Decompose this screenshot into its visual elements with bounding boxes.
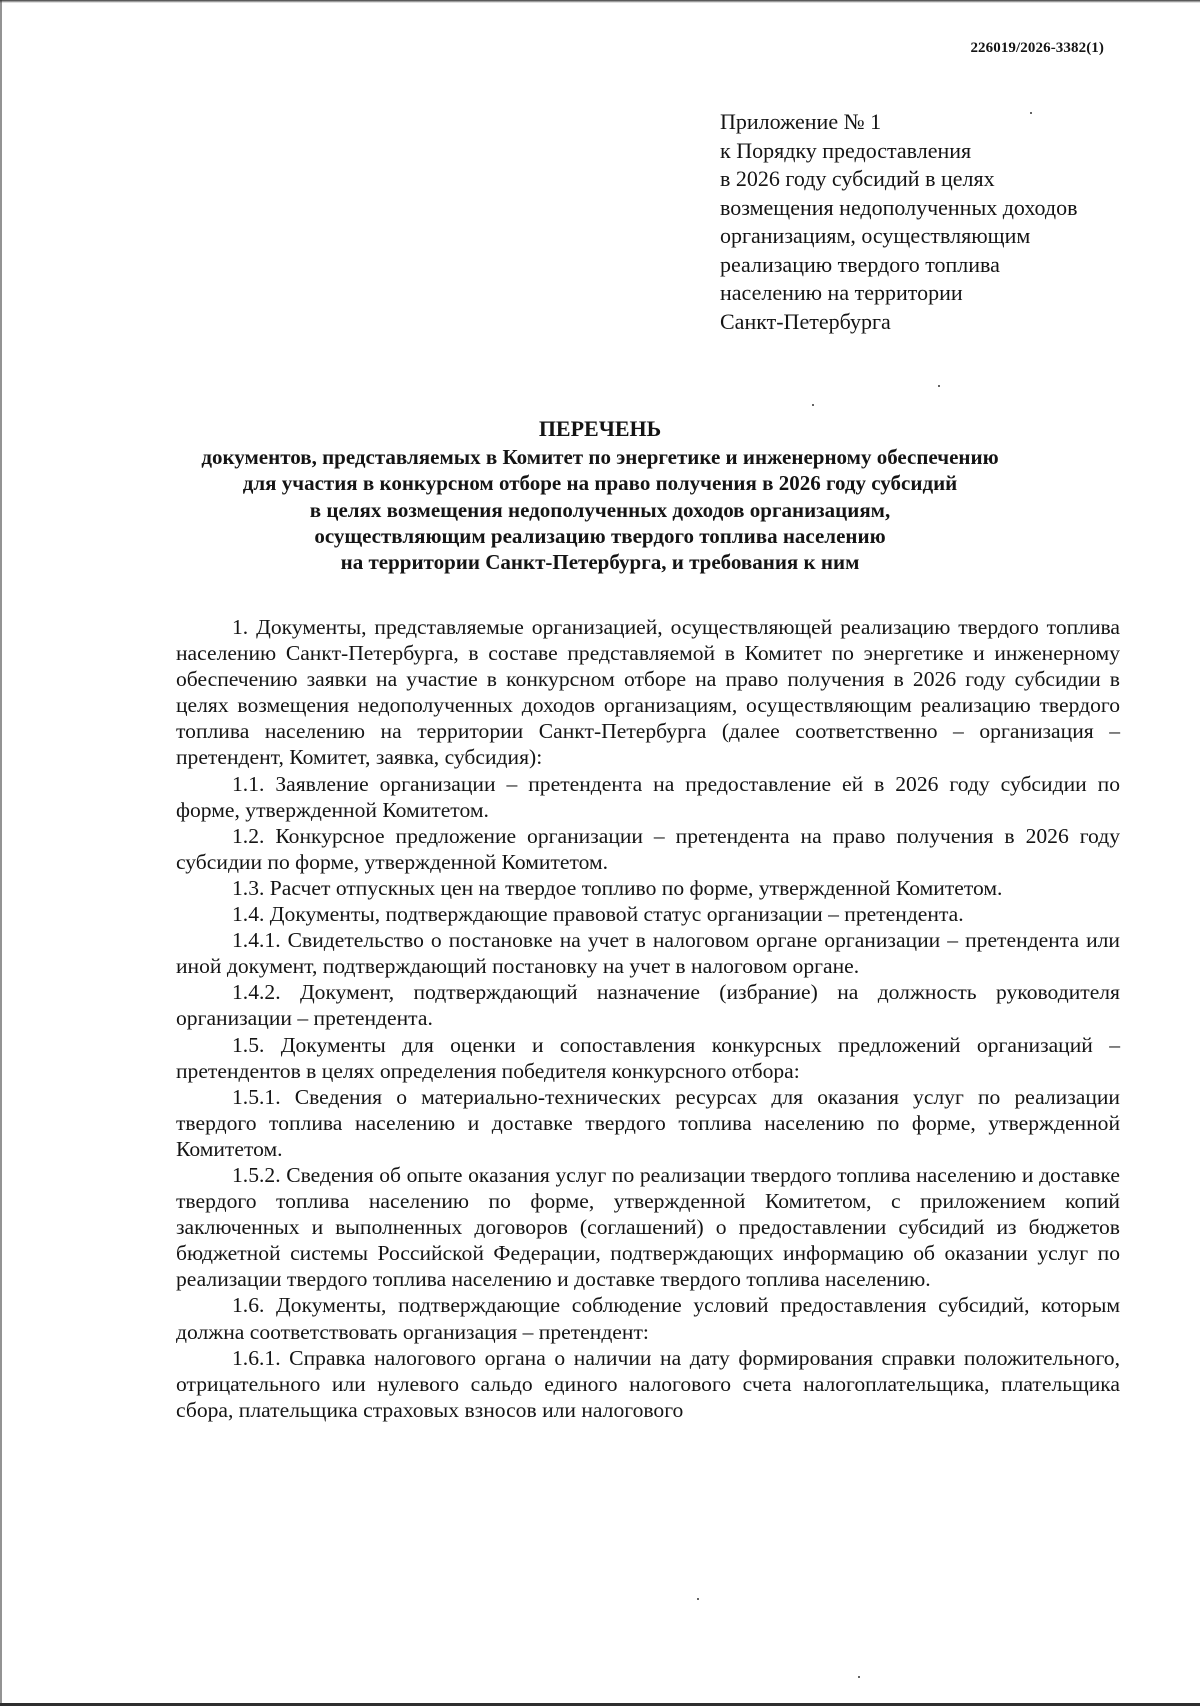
title-subtitle-line: для участия в конкурсном отборе на право получения в 2026 году субсидий xyxy=(242,471,958,496)
scan-speck xyxy=(858,1676,860,1678)
appendix-line: Приложение № 1 xyxy=(720,109,882,134)
appendix-line: возмещения недополученных доходов xyxy=(720,194,1078,220)
paragraph-1-2: 1.2. Конкурсное предложение организации – претендента на право получения в 2026 году субсидии по форме, утвержденной Комитетом. xyxy=(176,823,1120,874)
appendix-line: организациям, осуществляющим xyxy=(720,223,1031,248)
paragraph-1: 1. Документы, представляемые организацией, осуществляющей реализацию твердого топлива населению Санкт-Петербурга, в составе представляемой в Комитет по энергетике и инженерному обеспечению заявки на участие в конкурсном отборе на право получения в 2026 году субсидии в целях возмещения недополученных доходов организациям, осуществляющим реализацию твердого топлива населению на территории Санкт-Петербурга (далее соответственно – организация – претендент, Комитет, заявка, субсидия): xyxy=(176,615,1120,770)
scan-speck xyxy=(938,385,940,387)
paragraph-1-4-2: 1.4.2. Документ, подтверждающий назначение (избрание) на должность руководителя организации – претендента. xyxy=(176,980,1120,1031)
appendix-line: реализацию твердого топлива xyxy=(720,251,1000,277)
appendix-line: к Порядку предоставления xyxy=(720,137,972,163)
scan-speck xyxy=(812,404,814,406)
document-title xyxy=(150,416,1050,575)
scan-speck xyxy=(697,1598,699,1600)
paragraph-1-5: 1.5. Документы для оценки и сопоставления конкурсных предложений организаций – претендентов в целях определения победителя конкурсного отбора: xyxy=(176,1032,1120,1083)
scan-edge-top xyxy=(0,0,1200,3)
paragraph-1-4: 1.4. Документы, подтверждающие правовой статус организации – претендента. xyxy=(232,902,964,927)
title-subtitle-line: на территории Санкт-Петербурга, и требования к ним xyxy=(340,550,860,575)
appendix-line: Санкт-Петербурга xyxy=(720,308,891,334)
title-subtitle-line: осуществляющим реализацию твердого топлива населению xyxy=(314,523,886,548)
paragraph-1-4-1: 1.4.1. Свидетельство о постановке на учет в налоговом органе организации – претендента или иной документ, подтверждающий постановку на учет в налоговом органе. xyxy=(176,928,1120,979)
paragraph-1-5-1: 1.5.1. Сведения о материально-технических ресурсах для оказания услуг по реализации твердого топлива населению и доставке твердого топлива населению по форме, утвержденной Комитетом. xyxy=(176,1084,1120,1161)
paragraph-1-5-2: 1.5.2. Сведения об опыте оказания услуг по реализации твердого топлива населению и доставке твердого топлива населению по форме, утвержденной Комитетом, с приложением копий заключенных и выполненных договоров (соглашений) о предоставлении субсидий из бюджетов бюджетной системы Российской Федерации, подтверждающих информацию об оказании услуг по реализации твердого топлива населению и доставке твердого топлива населению. xyxy=(176,1162,1120,1292)
document-number: 226019/2026-3382(1) xyxy=(970,40,1104,56)
title-main: ПЕРЕЧЕНЬ xyxy=(538,416,662,441)
document-body xyxy=(176,614,1120,1423)
appendix-line: в 2026 году субсидий в целях xyxy=(720,166,995,191)
paragraph-1-6-1: 1.6.1. Справка налогового органа о наличии на дату формирования справки положительного, отрицательного или нулевого сальдо единого налогового счета налогоплательщика, плательщика сбора, плательщика страховых взносов или налогового xyxy=(176,1345,1120,1422)
paragraph-1-3: 1.3. Расчет отпускных цен на твердое топливо по форме, утвержденной Комитетом. xyxy=(232,875,1003,900)
paragraph-1-1: 1.1. Заявление организации – претендента на предоставление ей в 2026 году субсидии по форме, утвержденной Комитетом. xyxy=(176,771,1120,822)
scan-speck xyxy=(1030,112,1032,114)
title-subtitle-line: документов, представляемых в Комитет по энергетике и инженерному обеспечению xyxy=(201,445,999,470)
title-subtitle-line: в целях возмещения недополученных доходов организациям, xyxy=(309,497,891,522)
scan-edge-left xyxy=(0,0,2,1706)
appendix-header xyxy=(720,108,1140,336)
appendix-line: населению на территории xyxy=(720,280,963,305)
paragraph-1-6: 1.6. Документы, подтверждающие соблюдение условий предоставления субсидий, которым должна соответствовать организация – претендент: xyxy=(176,1293,1120,1344)
